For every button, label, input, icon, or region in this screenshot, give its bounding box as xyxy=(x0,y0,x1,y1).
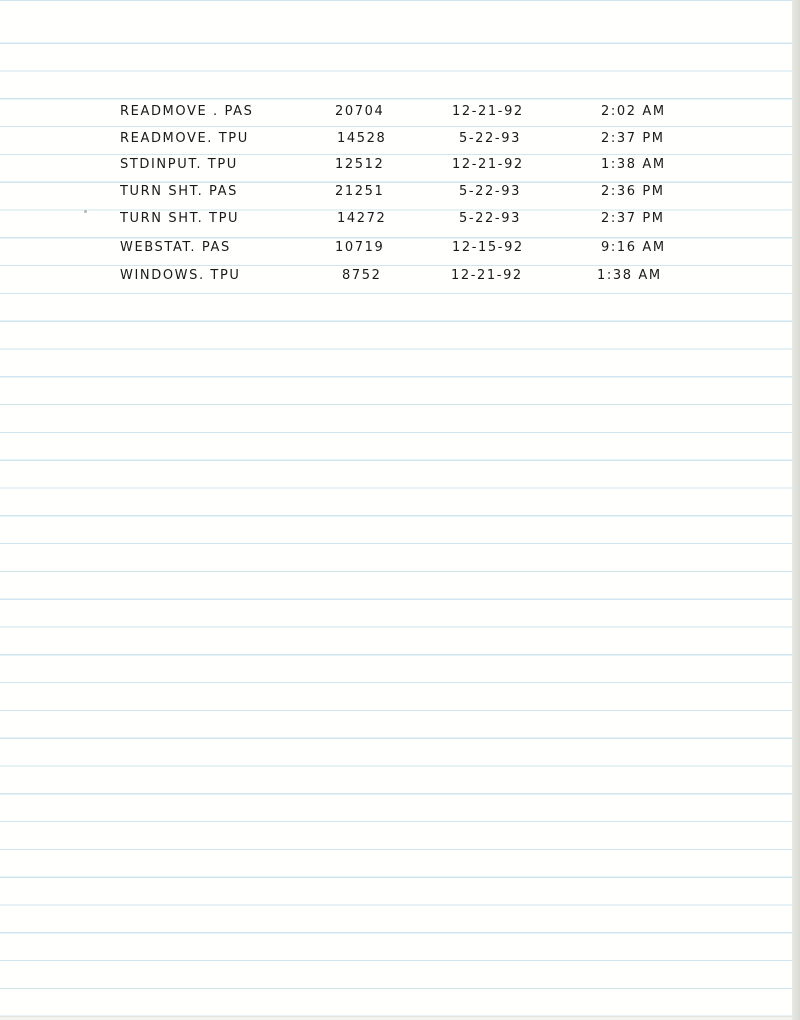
file-name: WINDOWS. TPU xyxy=(120,268,241,283)
list-item xyxy=(0,131,792,157)
file-date: 12-21-92 xyxy=(452,104,524,119)
file-date: 5-22-93 xyxy=(459,131,521,146)
file-time: 2:37 PM xyxy=(601,211,665,226)
file-date: 5-22-93 xyxy=(459,184,521,199)
file-time: 1:38 AM xyxy=(597,268,662,283)
list-item xyxy=(0,268,792,294)
file-time: 2:02 AM xyxy=(601,104,666,119)
file-name: WEBSTAT. PAS xyxy=(120,240,231,255)
file-date: 12-21-92 xyxy=(451,268,523,283)
page-edge xyxy=(792,0,800,1020)
file-size: 21251 xyxy=(335,184,385,199)
file-size: 12512 xyxy=(335,157,385,172)
file-size: 8752 xyxy=(342,268,382,283)
list-item xyxy=(0,157,792,183)
list-item xyxy=(0,240,792,266)
list-item xyxy=(0,211,792,237)
file-time: 2:37 PM xyxy=(601,131,665,146)
file-size: 20704 xyxy=(335,104,385,119)
file-time: 1:38 AM xyxy=(601,157,666,172)
file-size: 10719 xyxy=(335,240,385,255)
file-size: 14272 xyxy=(337,211,387,226)
file-name: READMOVE . PAS xyxy=(120,104,254,119)
file-name: TURN SHT. TPU xyxy=(120,211,240,226)
file-name: TURN SHT. PAS xyxy=(120,184,238,199)
file-time: 9:16 AM xyxy=(601,240,666,255)
file-date: 5-22-93 xyxy=(459,211,521,226)
file-name: STDINPUT. TPU xyxy=(120,157,238,172)
file-date: 12-15-92 xyxy=(452,240,524,255)
file-name: READMOVE. TPU xyxy=(120,131,249,146)
list-item xyxy=(0,184,792,210)
file-size: 14528 xyxy=(337,131,387,146)
list-item xyxy=(0,104,792,130)
file-date: 12-21-92 xyxy=(452,157,524,172)
file-time: 2:36 PM xyxy=(601,184,665,199)
